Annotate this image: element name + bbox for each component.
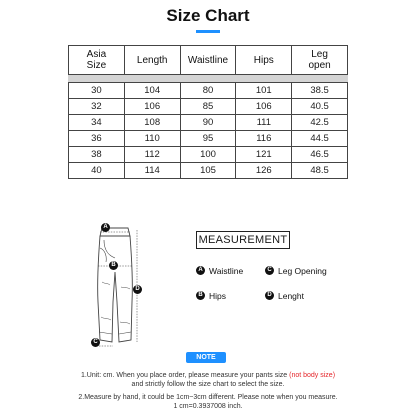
diagram-marker-c: C xyxy=(91,338,100,347)
legend-leg-opening: C Leg Opening xyxy=(265,265,327,276)
pants-diagram xyxy=(80,222,160,352)
note-line-1: 1.Unit: cm. When you place order, please measure your pants size (not body size) xyxy=(80,372,336,379)
col-header-waistline: Waistline xyxy=(180,46,236,75)
legend-length: D Lenght xyxy=(265,290,304,301)
diagram-marker-d: D xyxy=(133,285,142,294)
legend-marker-c: C xyxy=(265,266,274,275)
legend-marker-a: A xyxy=(196,266,205,275)
note-line-2: and strictly follow the size chart to select the size. xyxy=(131,381,285,388)
table-row: 30 104 80 101 38.5 xyxy=(69,83,348,99)
measurement-heading: MEASUREMENT xyxy=(196,231,290,249)
diagram-marker-a: A xyxy=(101,223,110,232)
col-header-hips: Hips xyxy=(236,46,292,75)
legend-marker-d: D xyxy=(265,291,274,300)
table-header-row xyxy=(69,46,348,75)
col-header-leg-open: Leg open xyxy=(292,46,348,75)
diagram-marker-b: B xyxy=(109,261,118,270)
size-table xyxy=(68,45,348,179)
legend-waistline: A Waistline xyxy=(196,265,243,276)
table-row: 34 108 90 111 42.5 xyxy=(69,115,348,131)
legend-marker-b: B xyxy=(196,291,205,300)
note-highlight: (not body size) xyxy=(289,372,336,379)
note-line-4: 1 cm=0.3937008 inch. xyxy=(173,403,243,410)
table-row: 40 114 105 126 48.5 xyxy=(69,163,348,179)
note-line-3: 2.Measure by hand, it could be 1cm~3cm different. Please note when you measure. xyxy=(78,394,338,401)
legend-hips: B Hips xyxy=(196,290,226,301)
note-badge: NOTE xyxy=(186,352,226,363)
page-title: Size Chart xyxy=(166,6,250,25)
table-row: 32 106 85 106 40.5 xyxy=(69,99,348,115)
col-header-asia-size: Asia Size xyxy=(69,46,125,75)
col-header-length: Length xyxy=(124,46,180,75)
title-underline xyxy=(196,30,220,33)
table-row: 36 110 95 116 44.5 xyxy=(69,131,348,147)
table-row: 38 112 100 121 46.5 xyxy=(69,147,348,163)
table-divider xyxy=(69,75,348,83)
